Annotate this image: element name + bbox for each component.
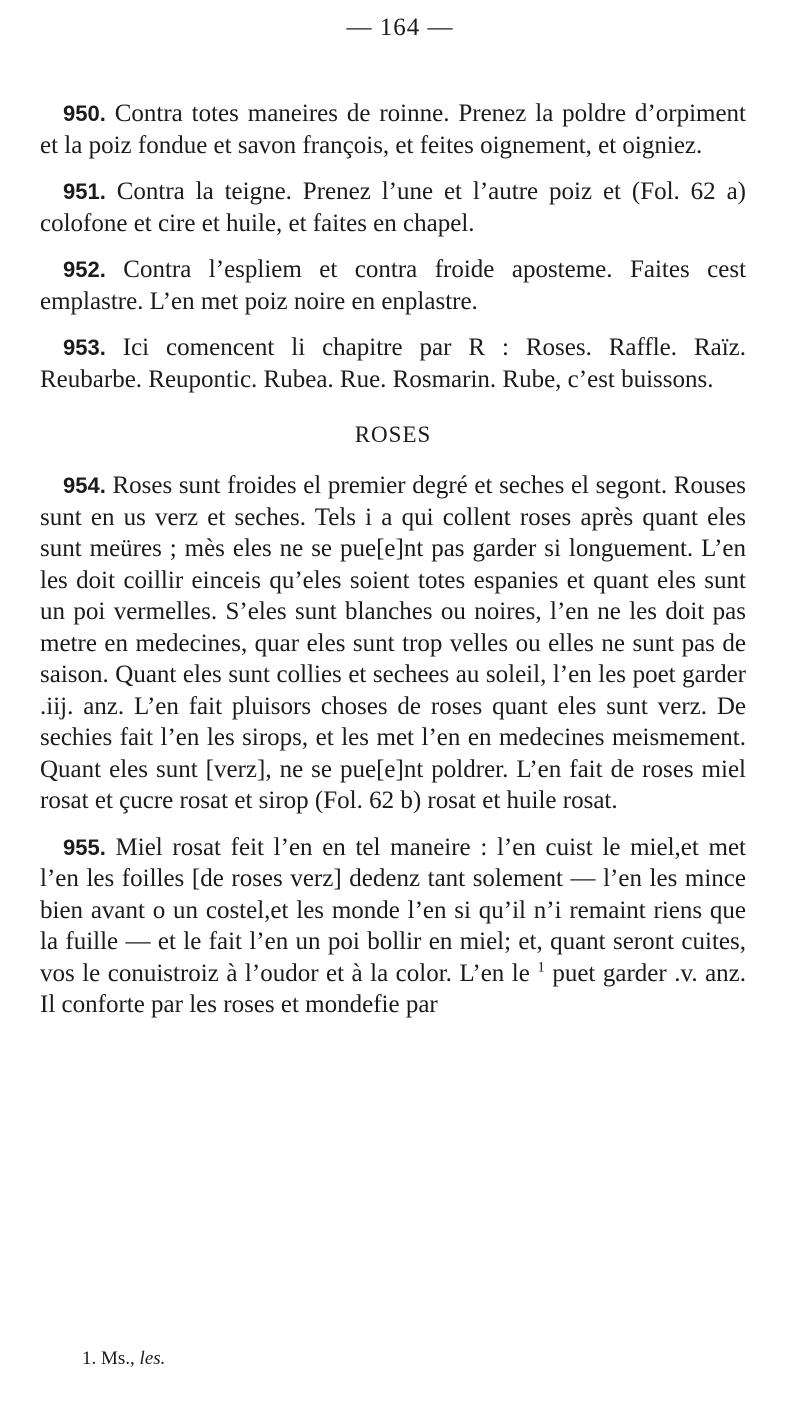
running-head: — 164 — <box>346 14 454 41</box>
paragraph-number: 950. <box>63 101 106 126</box>
footnote-reference: 1 <box>537 959 545 976</box>
section-heading: ROSES <box>354 422 432 447</box>
paragraph-text: Contra la teigne. Prenez l’une et l’autre poiz et (Fol. 62 a) colofone et cire et huile, et faites en chapel. <box>40 178 746 237</box>
footnote-text: les. <box>139 1348 166 1369</box>
paragraph-number: 951. <box>63 179 106 204</box>
paragraph-950 <box>40 98 746 161</box>
paragraph-text: Contra totes maneires de roinne. Prenez la poldre d’orpiment et la poiz fondue et savon françois, et feites oignement, et oigniez. <box>40 100 747 159</box>
paragraph-955 <box>40 832 746 1021</box>
paragraph-953 <box>40 332 746 395</box>
paragraph-952 <box>40 254 746 317</box>
paragraph-text: Contra l’espliem et contra froide aposteme. Faites cest emplastre. L’en met poiz noire en enplastre. <box>40 256 747 315</box>
paragraph-number: 955. <box>63 834 106 860</box>
paragraph-951 <box>40 176 746 239</box>
paragraph-text: Miel rosat feit l’en en tel maneire : l’en cuist le miel,et met l’en les foilles [de roses verz] dedenz tant solement — l’en les mince bien avant o un costel,et les monde l’en si qu’il n’i remaint riens que la fuille — et le fait l’en un poi bollir en miel; et, quant seront cuites, vos le conuistroiz à l’oudor et à la color. L’en le <box>40 833 747 987</box>
paragraph-number: 952. <box>63 257 106 282</box>
paragraph-number: 954. <box>63 473 106 498</box>
paragraph-text-continued: puet garder .v. anz. Il conforte par les roses et mondefie par <box>40 959 747 1018</box>
paragraph-text: Roses sunt froides el premier degré et seches el segont. Rouses sunt en us verz et seches. Tels i a qui collent roses après quant eles sunt meüres ; mès eles ne se pue[e]nt pas garder si longuement. L’en les doit coillir einceis qu’eles soient totes espanies et quant eles sunt un poi vermelles. S’eles sunt blanches ou noires, l’en ne les doit pas metre en medecines, quar eles sunt trop velles ou elles ne sunt pas de saison. Quant eles sunt collies et sechees au soleil, l’en les poet garder .iij. anz. L’en fait pluisors choses de roses quant eles sunt verz. De sechies fait l’en les sirops, et les met l’en en medecines meismement. Quant eles sunt [verz], ne se pue[e]nt poldrer. L’en fait de roses miel rosat et çucre rosat et sirop (Fol. 62 b) rosat et huile rosat. <box>40 472 747 814</box>
paragraph-number: 953. <box>63 335 106 360</box>
paragraph-954 <box>40 470 746 817</box>
paragraph-text: Ici comencent li chapitre par R : Roses. Raffle. Raïz. Reubarbe. Reupontic. Rubea. Rue. Rosmarin. Rube, c’est buissons. <box>40 334 747 393</box>
footnote <box>82 1348 165 1370</box>
page-body <box>40 98 746 1021</box>
footnote-label: 1. Ms., <box>82 1348 135 1369</box>
